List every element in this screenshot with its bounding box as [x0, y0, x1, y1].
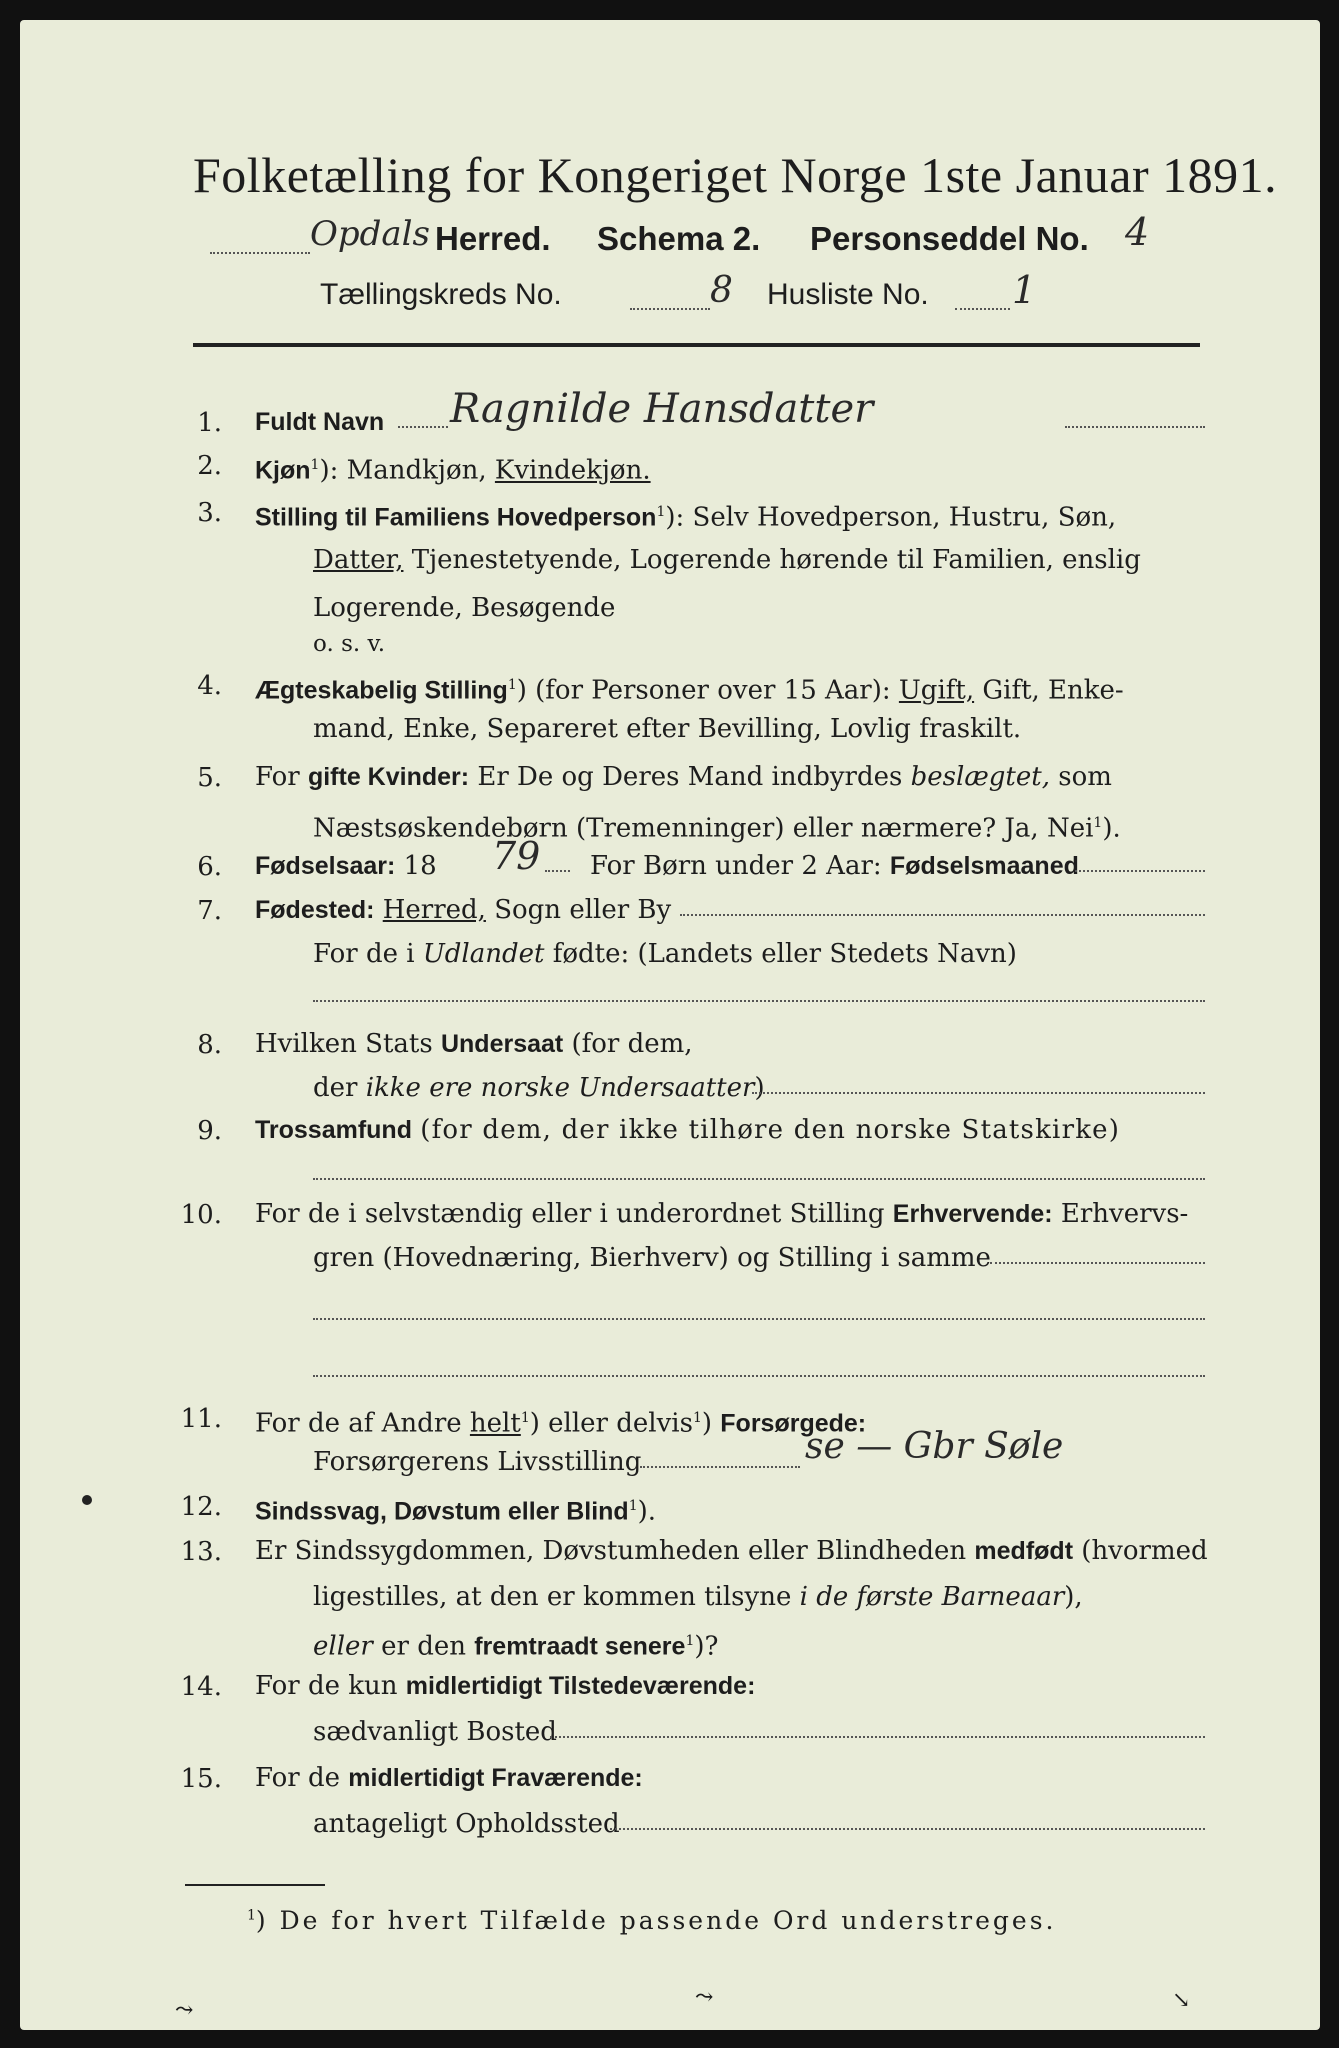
item-7-label: Fødested:	[255, 896, 375, 924]
item-number: 1.	[197, 408, 222, 438]
item-8-text: Hvilken Stats	[255, 1029, 433, 1059]
item-number: 2.	[197, 451, 222, 481]
footnote-mark: 1	[685, 1633, 695, 1649]
item-number: 4.	[197, 671, 222, 701]
item-5-text: ).	[1102, 813, 1121, 844]
item-6-label: Fødselsmaaned	[889, 852, 1079, 880]
item-4-text: ) (for Personer over 15 Aar):	[516, 675, 891, 706]
item-15-text: antageligt Opholdssted	[313, 1809, 620, 1839]
kreds-label: Tællingskreds No.	[320, 278, 562, 311]
item-5-italic: beslægtet,	[910, 762, 1050, 792]
item-4-text: Gift, Enke-	[982, 675, 1124, 706]
item-11-label: Forsørgede:	[720, 1409, 867, 1438]
item-1-label: Fuldt Navn	[255, 408, 385, 436]
item-number: 8.	[197, 1030, 222, 1060]
item-11-text: For de af Andre	[255, 1408, 462, 1439]
dotted-line	[990, 1262, 1205, 1264]
item-10-text: gren (Hovednæring, Bierhverv) og Stilling i samme	[313, 1243, 991, 1273]
item-8-text: (for dem,	[571, 1029, 693, 1059]
provider-occupation-value: se — Gbr Søle	[805, 1426, 1064, 1467]
footnote	[247, 1906, 1056, 1935]
item-number: 6.	[197, 852, 222, 882]
dotted-line	[545, 870, 570, 872]
footnote-mark: 1	[1093, 815, 1103, 831]
ink-speck	[82, 1495, 92, 1505]
item-8-italic: ikke ere norske Undersaatter	[365, 1073, 755, 1103]
schema-label: Schema 2.	[597, 220, 761, 257]
item-14-label: midlertidigt Tilstedeværende:	[405, 1672, 756, 1700]
footnote-mark: 1	[247, 1907, 256, 1924]
footnote-divider	[185, 1884, 325, 1886]
item-3-label: Stilling til Familiens Hovedperson	[255, 503, 657, 532]
footnote-mark: 1	[310, 457, 320, 473]
item-2-underlined: Kvindekjøn.	[494, 455, 651, 486]
item-number: 11.	[180, 1404, 222, 1434]
dotted-line	[630, 308, 710, 310]
item-5-label: gifte Kvinder:	[307, 763, 470, 791]
footnote-mark: 1	[656, 504, 666, 520]
dotted-line	[398, 426, 448, 428]
husliste-value: 1	[1012, 268, 1037, 312]
item-7-italic: Udlandet	[422, 939, 545, 969]
dotted-line	[1065, 426, 1205, 428]
item-13-italic: i de første Barneaar	[799, 1582, 1065, 1612]
item-number: 12.	[180, 1492, 222, 1522]
item-11-text: ) eller delvis	[529, 1408, 693, 1439]
dotted-line	[313, 1000, 1205, 1002]
footnote-mark: 1	[692, 1410, 702, 1426]
dotted-line	[550, 1736, 1205, 1738]
item-12-label: Sindssvag, Døvstum eller Blind	[255, 1497, 629, 1526]
item-7-underlined: Herred,	[382, 895, 486, 925]
kreds-value: 8	[710, 270, 733, 311]
item-7-text: fødte: (Landets eller Stedets Navn)	[552, 939, 1017, 969]
item-8-text: )	[754, 1073, 765, 1103]
item-number: 3.	[197, 498, 222, 528]
dotted-line	[313, 1318, 1205, 1320]
full-name-value: Ragnilde Hansdatter	[450, 386, 874, 432]
dotted-line	[1075, 870, 1205, 872]
dotted-line	[955, 308, 1010, 310]
item-7-text: Sogn eller By	[494, 895, 672, 925]
dotted-line	[210, 252, 310, 254]
item-number: 5.	[197, 763, 222, 793]
item-4-underlined: Ugift,	[898, 675, 975, 706]
item-14-text: For de kun	[255, 1671, 398, 1701]
item-15-label: midlertidigt Fraværende:	[348, 1764, 643, 1792]
item-number: 14.	[180, 1672, 222, 1702]
footnote-mark: 1	[628, 1498, 638, 1514]
item-11-text: )	[701, 1408, 713, 1439]
dotted-line	[313, 1375, 1205, 1377]
dotted-line	[752, 1092, 1205, 1094]
corner-mark: ↘	[1172, 1988, 1191, 2013]
item-10-label: Erhvervende:	[892, 1200, 1053, 1228]
item-2-text: ): Mandkjøn,	[319, 455, 487, 486]
item-13-text: )?	[694, 1631, 719, 1662]
item-number: 9.	[197, 1116, 222, 1146]
item-7-text: For de i	[313, 939, 415, 969]
item-5-text: Er De og Deres Mand indbyrdes	[477, 762, 903, 792]
item-13-label: fremtraadt senere	[474, 1632, 686, 1661]
footnote-mark: 1	[507, 677, 517, 693]
item-14-text: sædvanligt Bosted	[313, 1717, 557, 1747]
item-12-text: ).	[637, 1496, 657, 1527]
item-3-text: o. s. v.	[313, 631, 386, 657]
item-13-text: er den	[381, 1631, 466, 1662]
item-number: 13.	[180, 1537, 222, 1567]
dotted-line	[680, 914, 1205, 916]
item-13-text: (hvormed	[1081, 1536, 1208, 1566]
item-13-text: ligestilles, at den er kommen tilsyne	[313, 1582, 792, 1612]
item-11-text: Forsørgerens Livsstilling	[313, 1447, 642, 1477]
birth-year-prefix: 18	[403, 851, 437, 881]
corner-mark: ⤳	[175, 1998, 194, 2023]
item-3-text: ): Selv Hovedperson, Hustru, Søn,	[665, 502, 1117, 533]
item-5-text: som	[1058, 762, 1112, 792]
item-8-text: der	[313, 1073, 358, 1103]
item-number: 7.	[197, 896, 222, 926]
dotted-line	[640, 1466, 800, 1468]
item-13-italic: eller	[313, 1631, 373, 1662]
item-number: 10.	[180, 1200, 222, 1230]
item-13-text: ),	[1064, 1582, 1083, 1612]
item-10-text: Erhvervs-	[1060, 1199, 1189, 1229]
item-5-text: For	[255, 762, 300, 792]
herred-value: Opdals	[310, 214, 430, 254]
item-6-label: Fødselsaar:	[255, 852, 396, 880]
form-title: Folketælling for Kongeriget Norge 1ste Januar 1891.	[193, 147, 1278, 203]
item-13-label: medfødt	[974, 1537, 1074, 1565]
item-5-text: Næstsøskendebørn (Tremenninger) eller nærmere? Ja, Nei	[313, 813, 1094, 844]
item-9-label: Trossamfund	[255, 1116, 412, 1144]
item-15-text: For de	[255, 1763, 340, 1793]
item-8-label: Undersaat	[440, 1030, 564, 1058]
personseddel-value: 4	[1125, 210, 1150, 254]
husliste-label: Husliste No.	[767, 278, 929, 311]
item-13-text: Er Sindssygdommen, Døvstumheden eller Blindheden	[255, 1536, 967, 1566]
item-11-underlined: helt	[469, 1408, 521, 1439]
footnote-text: ) De for hvert Tilfælde passende Ord understreges.	[255, 1906, 1057, 1935]
item-3-text: Tjenestetyende, Logerende hørende til Familien, enslig	[411, 545, 1141, 575]
item-number: 15.	[180, 1764, 222, 1794]
item-9-text: (for dem, der ikke tilhøre den norske Statskirke)	[420, 1115, 1121, 1145]
herred-label: Herred.	[435, 220, 551, 257]
birth-year-value: 79	[492, 834, 541, 878]
item-6-text: For Børn under 2 Aar:	[590, 851, 882, 881]
item-4-label: Ægteskabelig Stilling	[255, 676, 508, 705]
footnote-mark: 1	[520, 1410, 530, 1426]
dotted-line	[313, 1178, 1205, 1180]
item-3-underlined: Datter,	[313, 545, 404, 575]
item-2-label: Kjøn	[255, 456, 311, 485]
item-3-text: Logerende, Besøgende	[313, 593, 616, 623]
dotted-line	[610, 1828, 1205, 1830]
personseddel-label: Personseddel No.	[810, 220, 1089, 257]
item-10-text: For de i selvstændig eller i underordnet Stilling	[255, 1199, 885, 1229]
item-4-text: mand, Enke, Separeret efter Bevilling, Lovlig fraskilt.	[313, 714, 1022, 744]
corner-mark: ⤳	[695, 1985, 714, 2010]
header-divider	[193, 343, 1200, 347]
